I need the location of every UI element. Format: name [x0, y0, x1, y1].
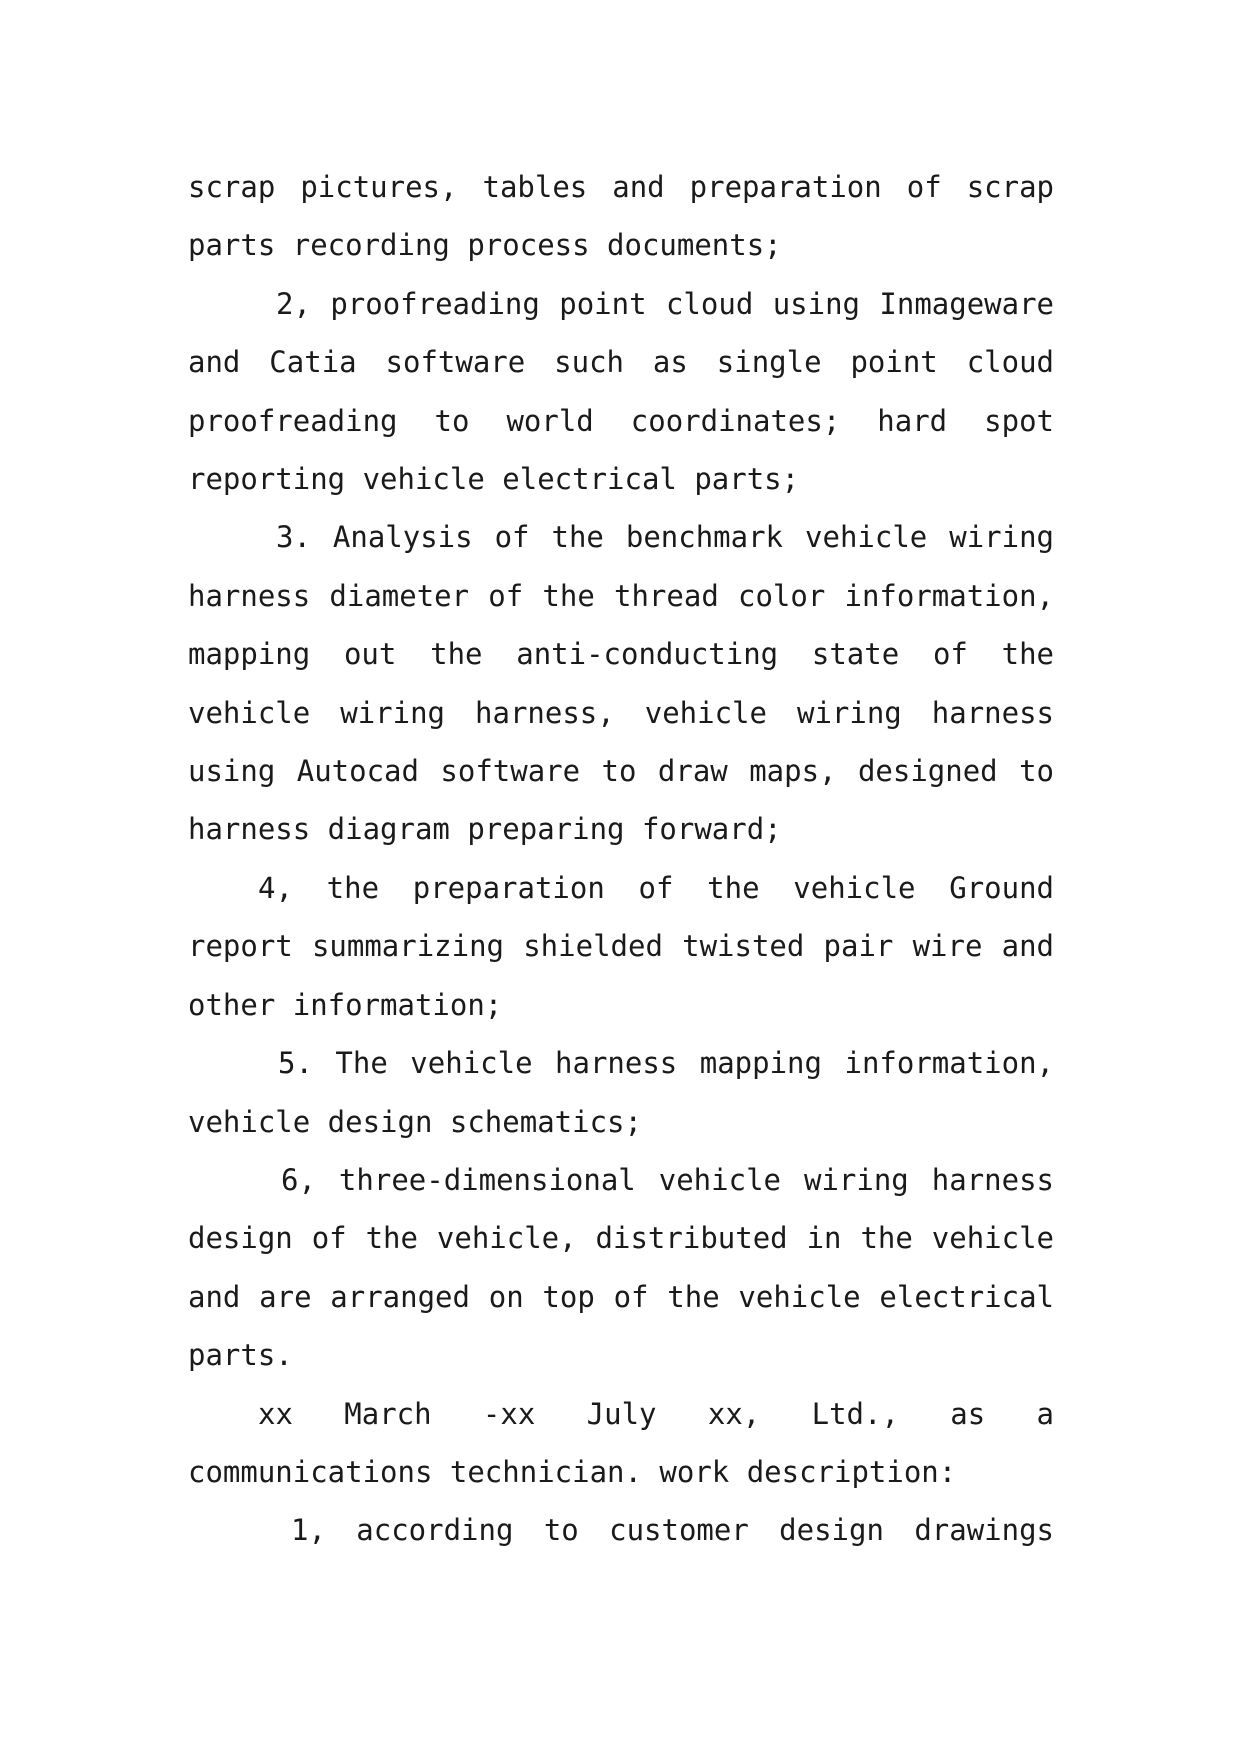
- paragraph-employment-entry: xx March -xx July xx, Ltd., as a communications technician. work description:: [188, 1396, 1054, 1489]
- paragraph-item-3: 3. Analysis of the benchmark vehicle wiring harness diameter of the thread color information, mapping out the anti-conducting state of the vehicle wiring harness, vehicle wiring harness using Autocad software to draw maps, designed to harness diagram preparing forward;: [188, 520, 1054, 847]
- paragraph-item-1: 1, according to customer design drawings: [291, 1513, 1054, 1548]
- body-text: [188, 158, 1054, 1560]
- paragraph-scrap-pictures: scrap pictures, tables and preparation of scrap parts recording process documents;: [188, 170, 1054, 263]
- paragraph-item-4: 4, the preparation of the vehicle Ground report summarizing shielded twisted pair wire and other information;: [188, 870, 1054, 1022]
- paragraph-item-2: 2, proofreading point cloud using Inmageware and Catia software such as single point cloud proofreading to world coordinates; hard spot reporting vehicle electrical parts;: [188, 286, 1054, 497]
- paragraph-item-6: 6, three-dimensional vehicle wiring harness design of the vehicle, distributed in the vehicle and are arranged on top of the vehicle electrical parts.: [188, 1162, 1054, 1373]
- paragraph-item-5: 5. The vehicle harness mapping information, vehicle design schematics;: [188, 1046, 1054, 1139]
